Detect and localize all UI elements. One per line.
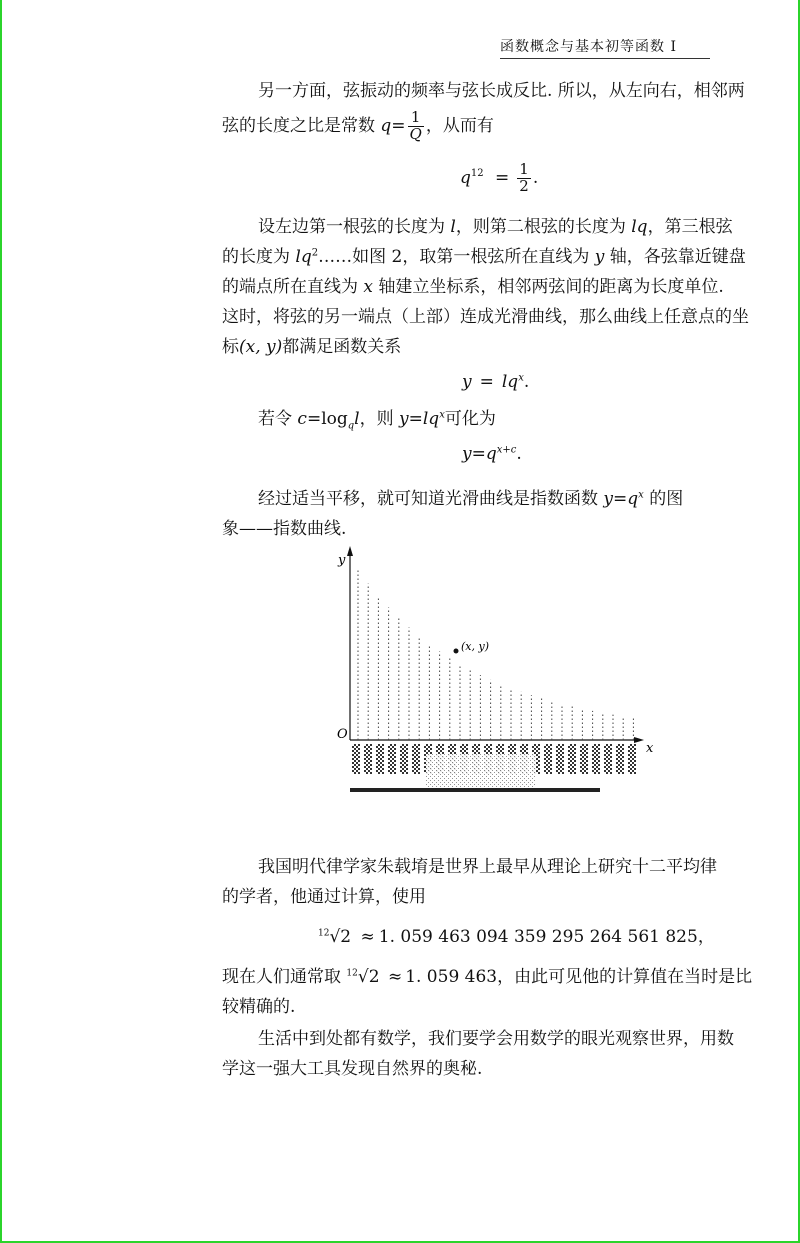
piano-key xyxy=(604,744,612,774)
x-axis-label: x xyxy=(646,741,654,756)
p1-line1: 另一方面，弦振动的频率与弦长成反比. 所以，从左向右，相邻两 xyxy=(258,81,745,101)
hand-shading xyxy=(426,754,536,792)
p5-line2: 的学者，他通过计算，使用 xyxy=(222,887,426,907)
y-axis-label: y xyxy=(338,553,346,568)
piano-key xyxy=(592,744,600,774)
p6-line2: 较精确的. xyxy=(222,997,296,1017)
equation-y-lqx: $y = lq^x$. xyxy=(462,372,530,392)
piano-key xyxy=(628,744,636,774)
p2-line4: 这时，将弦的另一端点（上部）连成光滑曲线，那么曲线上任意点的坐 xyxy=(222,307,749,327)
p7-line2: 学这一强大工具发现自然界的奥秘. xyxy=(222,1059,483,1079)
piano-key xyxy=(544,744,552,774)
equation-q12: $q^{12}$ = $\frac{1}{2}$ . xyxy=(460,160,539,195)
p2-line2: 的长度为 $lq^2\dots\dots$如图 2，取第一根弦所在直线为 y 轴，各弦靠近键盘 xyxy=(222,247,746,267)
p4-line2: 象——指数曲线. xyxy=(222,519,347,539)
equation-y-qxc: $y=q^{x+c}$. xyxy=(462,444,522,464)
origin-label: O xyxy=(337,727,348,742)
page-edge-left xyxy=(0,0,2,1243)
piano-key xyxy=(364,744,372,774)
p2-line5: 标(x, y)都满足函数关系 xyxy=(222,337,402,357)
x-axis-arrow-icon xyxy=(634,737,644,743)
equation-root-value: $^{12}$√2 ≈ 1. 059 463 094 359 295 264 561 825， xyxy=(318,927,715,947)
p1-line2: 弦的长度之比是常数 q= $\frac{1}{Q}$ ，从而有 xyxy=(222,108,494,143)
piano-key xyxy=(376,744,384,774)
header-rule xyxy=(500,58,710,59)
y-axis-arrow-icon xyxy=(347,546,353,556)
piano-key xyxy=(556,744,564,774)
piano-key xyxy=(616,744,624,774)
curve-point xyxy=(454,649,459,654)
p4-line1: 经过适当平移，就可知道光滑曲线是指数函数 $y=q^x$ 的图 xyxy=(258,489,684,509)
p3-line: 若令 $c=\log_ql$，则 $y=lq^x$可化为 xyxy=(258,409,496,432)
piano-key xyxy=(580,744,588,774)
running-header: 函数概念与基本初等函数 I xyxy=(500,39,677,55)
piano-strings-figure xyxy=(330,540,660,800)
p5-line1: 我国明代律学家朱载堉是世界上最早从理论上研究十二平均律 xyxy=(258,857,717,877)
string-lines xyxy=(358,570,633,740)
piano-key xyxy=(568,744,576,774)
piano-key xyxy=(352,744,360,774)
p6-line1: 现在人们通常取 $^{12}$√2 ≈ 1. 059 463，由此可见他的计算值在当时是比 xyxy=(222,967,753,987)
keyboard-base xyxy=(350,788,600,792)
point-label: (x, y) xyxy=(461,640,489,653)
piano-key xyxy=(388,744,396,774)
piano-key xyxy=(412,744,420,774)
fraction-1-over-Q: $\frac{1}{Q}$ xyxy=(409,108,422,143)
p2-line3: 的端点所在直线为 x 轴建立坐标系，相邻两弦间的距离为长度单位. xyxy=(222,277,724,297)
piano-key xyxy=(400,744,408,774)
p7-line1: 生活中到处都有数学，我们要学会用数学的眼光观察世界，用数 xyxy=(258,1029,734,1049)
p2-line1: 设左边第一根弦的长度为 l，则第二根弦的长度为 lq，第三根弦 xyxy=(258,217,733,237)
